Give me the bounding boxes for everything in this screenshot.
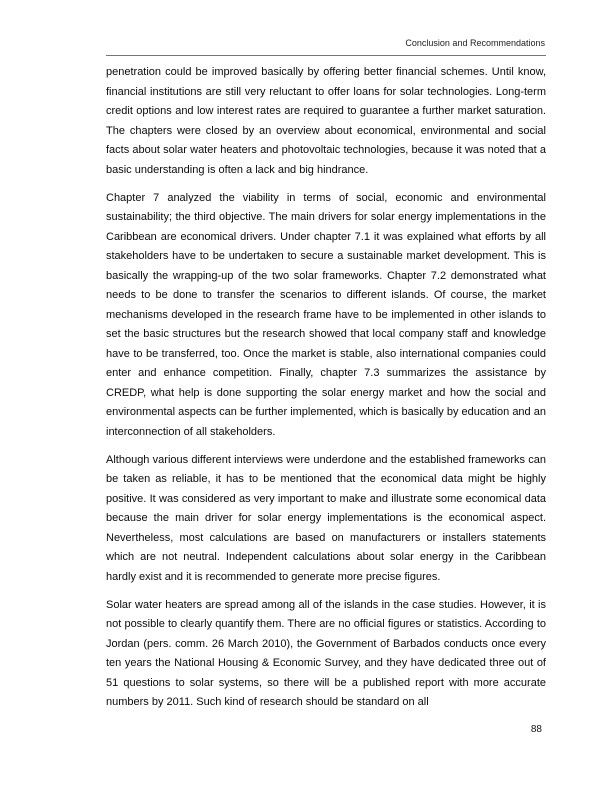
page-number: 88 xyxy=(530,724,542,735)
running-header xyxy=(106,38,545,49)
paragraph-3: Although various different interviews were underdone and the established frameworks can be taken as reliable, it has to be mentioned that the economical data might be highly positive. It was considered as very important to make and illustrate some economical data because the main driver for solar energy implementations is the economical aspect. Nevertheless, most calculations are based on manufacturers or installers statements which are not neutral. Independent calculations about solar energy in the Caribbean hardly exist and it is recommended to generate more precise figures. xyxy=(106,453,546,583)
header-rule-divider xyxy=(106,55,546,56)
paragraph-1: penetration could be improved basically by offering better financial schemes. Until know, financial institutions are still very reluctant to offer loans for solar technologies. Long-term credit options and low interest rates are required to guarantee a further market saturation. The chapters were closed by an overview about economical, environmental and social facts about solar water heaters and photovoltaic technologies, because it was noted that a basic understanding is often a lack and big hindrance. xyxy=(106,66,546,176)
page-body xyxy=(106,63,546,721)
paragraph-2: Chapter 7 analyzed the viability in terms of social, economic and environmental sustainability; the third objective. The main drivers for solar energy implementations in the Caribbean are economical drivers. Under chapter 7.1 it was explained what efforts by all stakeholders have to be undertaken to secure a sustainable market development. This is basically the wrapping-up of the two solar frameworks. Chapter 7.2 demonstrated what needs to be done to transfer the scenarios to different islands. Of course, the market mechanisms developed in the research frame have to be implemented in other islands to set the basic structures but the research showed that local company staff and knowledge have to be transferred, too. Once the market is stable, also international companies could enter and enhance competition. Finally, chapter 7.3 summarizes the assistance by CREDP, what help is done supporting the solar energy market and how the social and environmental aspects can be further implemented, which is basically by education and an interconnection of all stakeholders. xyxy=(106,191,546,438)
paragraph-4: Solar water heaters are spread among all of the islands in the case studies. However, it is not possible to clearly quantify them. There are no official figures or statistics. According to Jordan (pers. comm. 26 March 2010), the Government of Barbados conducts once every ten years the National Housing & Economic Survey, and they have dedicated three out of 51 questions to solar systems, so there will be a published report with more accurate numbers by 2011. Such kind of research should be standard on all xyxy=(106,598,546,708)
running-header-title: Conclusion and Recommendations xyxy=(405,38,545,48)
